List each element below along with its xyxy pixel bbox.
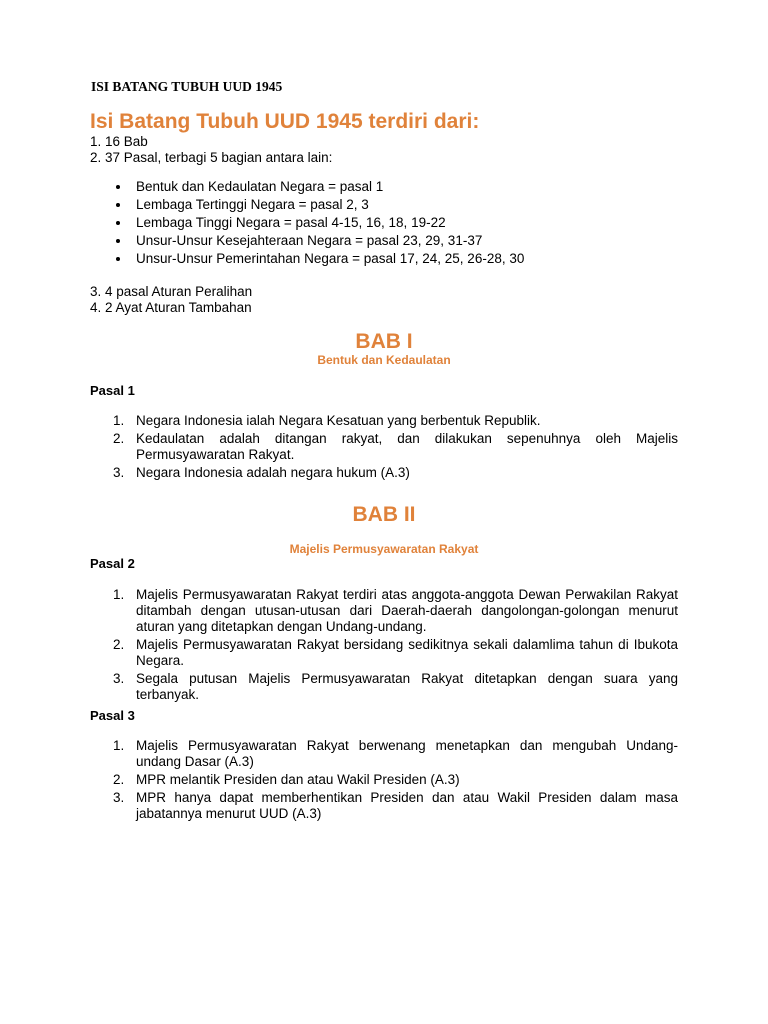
- pasal1-label: Pasal 1: [90, 383, 135, 398]
- list-item: 2. MPR melantik Presiden dan atau Wakil Presiden (A.3): [113, 772, 460, 787]
- pasal1-list: [113, 413, 678, 483]
- list-item: 1. Majelis Permusyawaratan Rakyat terdiri atas anggota-anggota Dewan Perwakilan Rakyat ditambah dengan utusan-utusan dari Daerah-daerah dangolongan-golongan menurut aturan yang ditetapkan dengan Undang-undang.: [113, 587, 678, 634]
- intro-item-2: 2. 37 Pasal, terbagi 5 bagian antara lain:: [90, 150, 333, 165]
- list-item: 2. Kedaulatan adalah ditangan rakyat, dan dilakukan sepenuhnya oleh Majelis Permusyawaratan Rakyat.: [113, 431, 678, 462]
- document-title: ISI BATANG TUBUH UUD 1945: [91, 79, 283, 94]
- bab2-title: BAB II: [352, 503, 416, 526]
- bullet-icon: [116, 239, 120, 243]
- outro-item-3: 3. 4 pasal Aturan Peralihan: [90, 284, 253, 299]
- bab2-subtitle: Majelis Permusyawaratan Rakyat: [289, 542, 479, 556]
- bab1-subtitle: Bentuk dan Kedaulatan: [317, 353, 451, 367]
- bullet-item: Bentuk dan Kedaulatan Negara = pasal 1: [113, 178, 524, 196]
- pasal3-label: Pasal 3: [90, 708, 135, 723]
- bullet-icon: [116, 203, 120, 207]
- bullet-item: Lembaga Tertinggi Negara = pasal 2, 3: [113, 196, 524, 214]
- list-item: 1. Majelis Permusyawaratan Rakyat berwenang menetapkan dan mengubah Undang-undang Dasar (A.3): [113, 738, 678, 769]
- list-item: 1. Negara Indonesia ialah Negara Kesatuan yang berbentuk Republik.: [113, 413, 541, 428]
- list-item: 3. Negara Indonesia adalah negara hukum (A.3): [113, 465, 410, 480]
- bullet-icon: [116, 257, 120, 261]
- bullet-icon: [116, 185, 120, 189]
- list-item: 2. Majelis Permusyawaratan Rakyat bersidang sedikitnya sekali dalamlima tahun di Ibukota Negara.: [113, 637, 678, 668]
- bullet-list: [113, 178, 524, 268]
- list-item: 3. Segala putusan Majelis Permusyawaratan Rakyat ditetapkan dengan suara yang terbanyak.: [113, 671, 678, 702]
- bullet-item: Unsur-Unsur Kesejahteraan Negara = pasal 23, 29, 31-37: [113, 232, 524, 250]
- pasal3-list: [113, 738, 678, 824]
- list-item: 3. MPR hanya dapat memberhentikan Presiden dan atau Wakil Presiden dalam masa jabatannya menurut UUD (A.3): [113, 790, 678, 821]
- bullet-icon: [116, 221, 120, 225]
- bullet-item: Unsur-Unsur Pemerintahan Negara = pasal 17, 24, 25, 26-28, 30: [113, 250, 524, 268]
- outro-item-4: 4. 2 Ayat Aturan Tambahan: [90, 300, 252, 315]
- bullet-item: Lembaga Tinggi Negara = pasal 4-15, 16, 18, 19-22: [113, 214, 524, 232]
- pasal2-label: Pasal 2: [90, 556, 135, 571]
- pasal2-list: [113, 587, 678, 705]
- bab1-title: BAB I: [355, 330, 413, 353]
- intro-item-1: 1. 16 Bab: [90, 134, 148, 149]
- section-heading: Isi Batang Tubuh UUD 1945 terdiri dari:: [90, 110, 480, 133]
